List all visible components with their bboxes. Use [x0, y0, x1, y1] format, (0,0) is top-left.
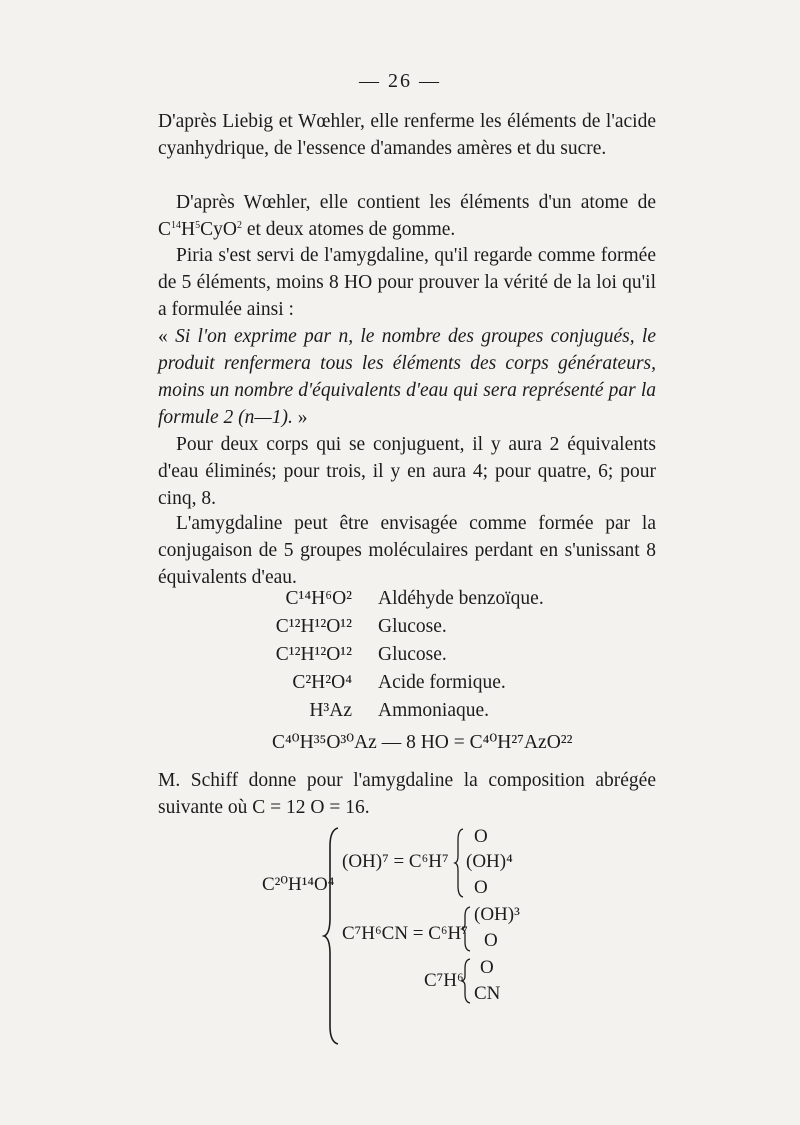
paragraph-woehler-end: et deux atomes de gomme. — [241, 219, 456, 240]
formula-row — [230, 700, 610, 728]
paragraph-water-equivalents: Pour deux corps qui se conjuguent, il y aura 2 équivalents d'eau éliminés; pour trois, il y en aura 4; pour quatre, 6; pour cinq, 8. — [158, 434, 656, 509]
piria-law-quote: Si l'on exprime par n, le nombre des groupes conjugués, le produit renfermera tous les éléments des corps générateurs, moins un nombre d'équivalents d'eau qui sera représenté par la formule 2 (n—1). — [158, 326, 656, 428]
formula: C¹²H¹²O¹² — [275, 644, 352, 665]
schiff-group-a-bot: O — [474, 877, 488, 898]
quote-open: « — [158, 326, 176, 347]
paragraph-liebig: D'après Liebig et Wœhler, elle renferme les éléments de l'acide cyanhydrique, de l'essence d'amandes amères et du sucre. — [158, 111, 656, 159]
paragraph-amygdaline: L'amygdaline peut être envisagée comme formée par la conjugaison de 5 groupes moléculaires perdant en s'unissant 8 équivalents d'eau. — [158, 513, 656, 588]
schiff-group-b-bot: O — [484, 930, 498, 951]
schiff-group-b: C⁷H⁶CN = C⁶H⁷ — [342, 923, 468, 944]
schiff-group-c: C⁷H⁶ — [424, 970, 464, 991]
large-brace-icon — [326, 826, 340, 1046]
formula: H³Az — [309, 700, 352, 721]
page-number: — 26 — — [359, 70, 441, 92]
quote-close: » — [292, 407, 308, 428]
paragraph-piria — [158, 242, 656, 431]
schiff-group-c-bot: CN — [474, 983, 501, 1004]
formula-row — [230, 588, 610, 616]
paragraph-woehler: D'après Wœhler, elle contient les éléments d'un atome de $C^{14}H^5CyO^2$ et deux atomes de gomme. — [158, 192, 656, 240]
brace-icon — [462, 958, 472, 1004]
formula-row — [230, 644, 610, 672]
reaction-equation: C⁴⁰H³⁵O³⁰Az — 8 HO = C⁴⁰H²⁷AzO²² — [272, 732, 573, 753]
compound-name: Glucose. — [378, 616, 447, 637]
formula: C²H²O⁴ — [292, 672, 352, 693]
paragraph-schiff: M. Schiff donne pour l'amygdaline la composition abrégée suivante où C = 12 O = 16. — [158, 770, 656, 818]
schiff-group-a-top: O — [474, 826, 488, 847]
formula: C¹²H¹²O¹² — [275, 616, 352, 637]
paragraph-woehler-start: D'après Wœhler, elle contient les éléments d'un atome de C — [158, 192, 656, 240]
schiff-group-a-mid: (OH)⁴ — [466, 851, 513, 872]
brace-icon — [455, 828, 465, 898]
formula-row — [230, 616, 610, 644]
formula-table — [230, 588, 610, 728]
formula: C¹⁴H⁶O² — [285, 588, 352, 609]
compound-name: Glucose. — [378, 644, 447, 665]
compound-name: Ammoniaque. — [378, 700, 490, 721]
compound-name: Acide formique. — [378, 672, 506, 693]
paragraph-piria-intro: Piria s'est servi de l'amygdaline, qu'il regarde comme formée de 5 éléments, moins 8 HO pour prouver la vérité de la loi qu'il a formulée ainsi : — [158, 245, 656, 320]
schiff-group-a: (OH)⁷ = C⁶H⁷ — [342, 851, 449, 872]
brace-icon — [462, 906, 472, 952]
schiff-group-c-top: O — [480, 957, 494, 978]
schiff-group-b-top: (OH)³ — [474, 904, 520, 925]
schiff-main-formula: C²⁰H¹⁴O⁴ — [262, 874, 335, 895]
compound-name: Aldéhyde benzoïque. — [378, 588, 544, 609]
formula-row — [230, 672, 610, 700]
